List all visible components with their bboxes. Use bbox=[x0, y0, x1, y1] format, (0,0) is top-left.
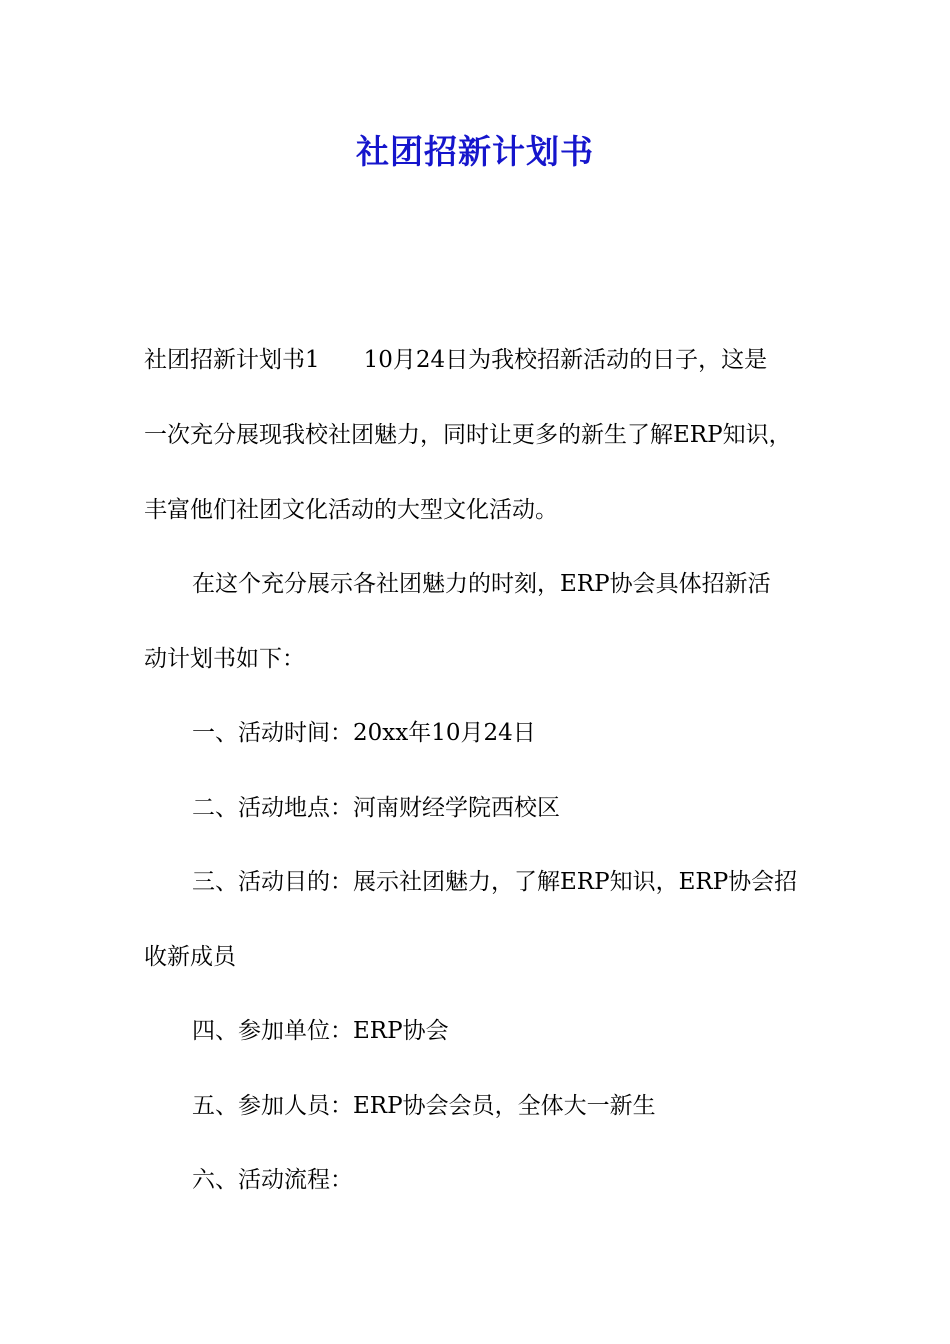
list-item-units: 四、参加单位：ERP协会 bbox=[192, 1018, 449, 1044]
list-item-purpose-cont: 收新成员 bbox=[144, 944, 236, 970]
document-title: 社团招新计划书 bbox=[356, 132, 594, 171]
paragraph-line-4: 在这个充分展示各社团魅力的时刻，ERP协会具体招新活 bbox=[192, 571, 771, 597]
line-text: 10月24日为我校招新活动的日子，这是 bbox=[363, 347, 768, 373]
paragraph-line-3: 丰富他们社团文化活动的大型文化活动。 bbox=[144, 497, 558, 523]
list-item-participants: 五、参加人员：ERP协会会员，全体大一新生 bbox=[192, 1093, 656, 1119]
list-item-process: 六、活动流程： bbox=[192, 1167, 353, 1193]
paragraph-line-1 bbox=[144, 343, 824, 377]
list-item-location: 二、活动地点：河南财经学院西校区 bbox=[192, 795, 560, 821]
list-item-purpose: 三、活动目的：展示社团魅力，了解ERP知识，ERP协会招 bbox=[192, 869, 798, 895]
list-item-time: 一、活动时间：20xx年10月24日 bbox=[192, 720, 536, 746]
line-text: 社团招新计划书1 bbox=[144, 347, 320, 373]
paragraph-line-2: 一次充分展现我校社团魅力，同时让更多的新生了解ERP知识， bbox=[144, 422, 792, 448]
paragraph-line-5: 动计划书如下： bbox=[144, 646, 305, 672]
